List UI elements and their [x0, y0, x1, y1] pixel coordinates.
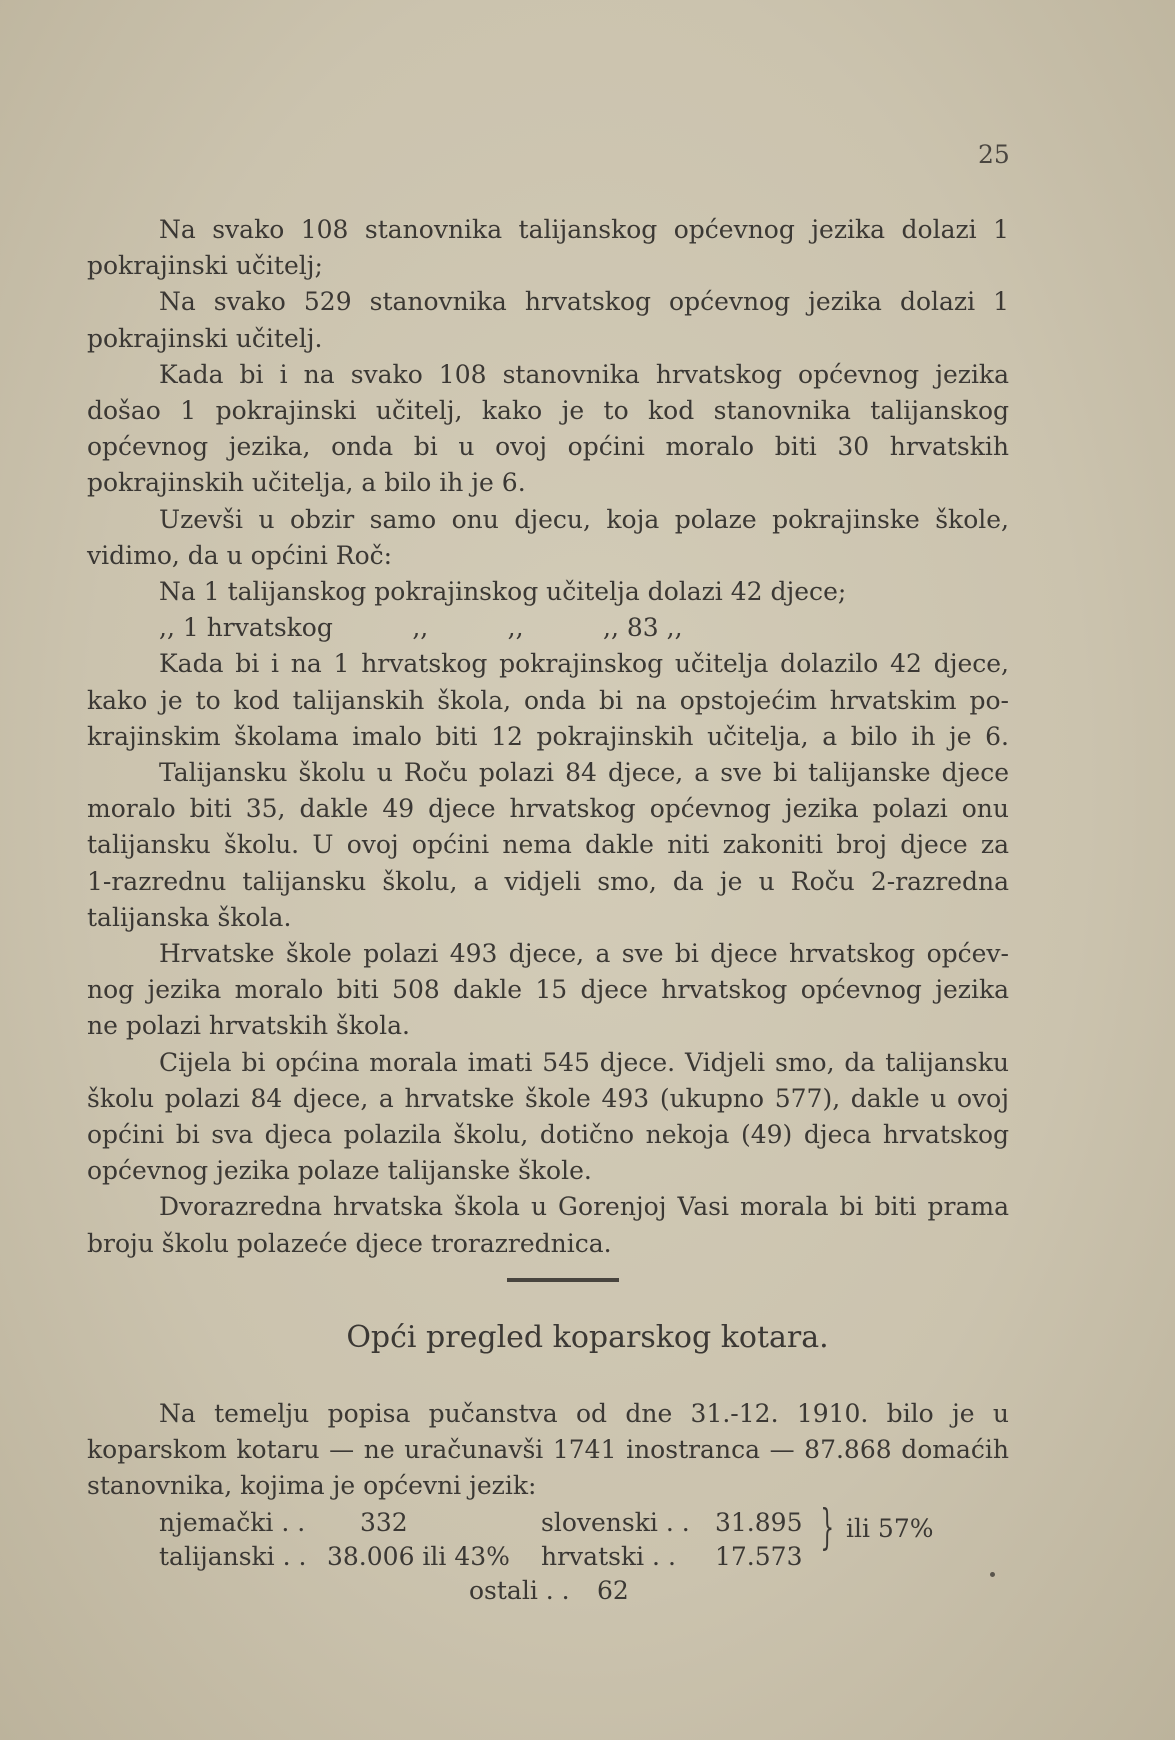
language-row [87, 1573, 1009, 1607]
text-line: školu polazi 84 djece, a hrvatske škole 493 (ukupno 577), dakle u ovoj [87, 1083, 1009, 1113]
text-line: pokrajinski učitelj. [87, 323, 323, 353]
paragraph [87, 1045, 1009, 1190]
text-line: moralo biti 35, dakle 49 djece hrvatskog općevnog jezika polazi onu [87, 794, 1009, 824]
text-line: Na svako 108 stanovnika talijanskog općevnog jezika dolazi 1 [159, 215, 1009, 244]
population-statistics [87, 1396, 1009, 1607]
page-number: 25 [978, 140, 1010, 169]
text-line: Kada bi i na svako 108 stanovnika hrvatskog općevnog jezika [159, 359, 1009, 389]
text-line: Kada bi i na 1 hrvatskog pokrajinskog učitelja dolazilo 42 djece, [159, 649, 1009, 679]
text-line: Uzevši u obzir samo onu djecu, koja polaze pokrajinske škole, [159, 504, 1009, 534]
text-line: Na temelju popisa pučanstva od dne 31.-12. 1910. bilo je u [159, 1399, 1009, 1428]
text-line: ne polazi hrvatskih škola. [87, 1011, 410, 1041]
text-line: kako je to kod talijanskih škola, onda bi na opstojećim hrvatskim po- [87, 685, 1009, 715]
paragraph [87, 1189, 1009, 1261]
paragraph [87, 610, 1009, 646]
ink-dot [990, 1572, 995, 1577]
paragraph [87, 646, 1009, 755]
text-line: talijansku školu. U ovoj općini nema dakle niti zakoniti broj djece za [87, 830, 1009, 860]
language-value-other: 62 [597, 1575, 629, 1605]
text-line: općevnog jezika polaze talijanske škole. [87, 1156, 592, 1186]
language-label-slovene: slovenski . . [541, 1507, 690, 1537]
text-line: Na svako 529 stanovnika hrvatskog općevnog jezika dolazi 1 [159, 287, 1009, 317]
text-line: stanovnika, kojima je općevni jezik: [87, 1471, 537, 1501]
paragraph [87, 212, 1009, 284]
language-value-slovene: 31.895 [715, 1507, 803, 1537]
text-line: Dvorazredna hrvatska škola u Gorenjoj Vasi morala bi biti prama [159, 1192, 1009, 1222]
slavic-share-note: ili 57% [846, 1514, 934, 1543]
text-line: talijanska škola. [87, 902, 292, 932]
text-line: 1-razrednu talijansku školu, a vidjeli smo, da je u Roču 2-razredna [87, 866, 1009, 896]
text-line: Talijansku školu u Roču polazi 84 djece, a sve bi talijanske djece [159, 758, 1009, 788]
text-line: općevnog jezika, onda bi u ovoj općini moralo biti 30 hrvatskih [87, 432, 1009, 462]
language-value-italian: 38.006 ili 43% [327, 1541, 510, 1571]
text-line: došao 1 pokrajinski učitelj, kako je to kod stanovnika talijanskog [87, 396, 1009, 426]
text-line: pokrajinski učitelj; [87, 251, 323, 281]
language-label-other: ostali . . [469, 1575, 570, 1605]
text-line: Hrvatske škole polazi 493 djece, a sve bi djece hrvatskog općev- [159, 939, 1009, 969]
text-line: broju školu polazeće djece trorazrednica. [87, 1228, 612, 1258]
paragraph [87, 936, 1009, 1045]
paragraph [87, 284, 1009, 356]
language-label-italian: talijanski . . [159, 1541, 307, 1571]
language-label-croatian: hrvatski . . [541, 1541, 676, 1571]
text-line: koparskom kotaru — ne uračunavši 1741 inostranca — 87.868 domaćih [87, 1435, 1009, 1465]
text-line: pokrajinskih učitelja, a bilo ih je 6. [87, 468, 526, 498]
language-row [87, 1539, 1009, 1573]
section-heading: Opći pregled koparskog kotara. [346, 1320, 829, 1355]
text-line: općini bi sva djeca polazila školu, dotično nekoja (49) djeca hrvatskog [87, 1120, 1009, 1150]
paragraph [87, 574, 1009, 610]
text-line: ,, 1 hrvatskog ,, ,, ,, 83 ,, [159, 613, 683, 643]
text-line: krajinskim školama imalo biti 12 pokrajinskih učitelja, a bilo ih je 6. [87, 721, 1009, 751]
text-line: Na 1 talijanskog pokrajinskog učitelja dolazi 42 djece; [159, 577, 847, 607]
paragraph [87, 755, 1009, 936]
paragraph [87, 502, 1009, 574]
language-value-croatian: 17.573 [715, 1541, 803, 1571]
language-label-german: njemački . . [159, 1507, 306, 1537]
text-line: Cijela bi općina morala imati 545 djece. Vidjeli smo, da talijansku [159, 1047, 1009, 1077]
text-line: vidimo, da u općini Roč: [87, 540, 393, 570]
paragraph [87, 357, 1009, 502]
text-line: nog jezika moralo biti 508 dakle 15 djece hrvatskog općevnog jezika [87, 975, 1009, 1005]
section-divider [507, 1278, 619, 1282]
brace-glyph: } [820, 1499, 835, 1555]
language-value-german: 332 [360, 1507, 408, 1537]
body-text [87, 212, 1009, 1262]
